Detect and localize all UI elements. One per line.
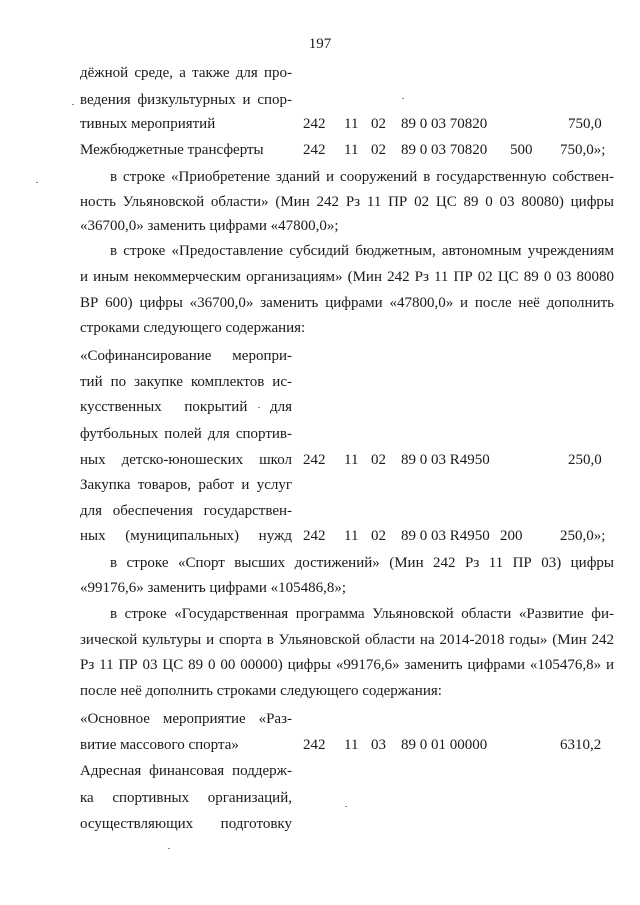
paragraph-line: и иным некоммерческим организациям» (Мин 242 Рз 11 ПР 02 ЦС 89 0 03 80080: [80, 269, 614, 285]
paragraph-line: зической культуры и спорта в Ульяновской области на 2014-2018 годы» (Мин 242: [80, 632, 614, 648]
rz-code: 11: [344, 452, 359, 468]
cs-code: 89 0 03 70820: [401, 142, 488, 158]
paragraph-line: в строке «Предоставление субсидий бюджетным, автономным учреждениям: [110, 243, 614, 259]
paragraph-line: в строке «Приобретение зданий и сооружений в государственную собствен-: [110, 169, 614, 185]
pr-code: 02: [371, 528, 386, 544]
scan-speck: [168, 848, 170, 849]
page-number: 197: [308, 36, 332, 52]
pr-code: 03: [371, 737, 386, 753]
sum-value: 250,0»;: [560, 528, 606, 544]
pr-code: 02: [371, 116, 386, 132]
table-row-label-line: Адресная финансовая поддерж-: [80, 763, 292, 779]
vr-code: 200: [500, 528, 523, 544]
sum-value: 6310,2: [560, 737, 602, 753]
scan-speck: [72, 104, 74, 105]
scan-speck: [36, 182, 38, 183]
pr-code: 02: [371, 142, 386, 158]
paragraph-line: строками следующего содержания:: [80, 320, 306, 336]
table-row-label-line: Закупка товаров, работ и услуг: [80, 477, 292, 493]
table-row-label-line: витие массового спорта»: [80, 737, 239, 753]
scan-speck: [402, 98, 404, 99]
cs-code: 89 0 03 R4950: [401, 528, 490, 544]
paragraph-line: «36700,0» заменить цифрами «47800,0»;: [80, 218, 339, 234]
paragraph-line: ВР 600) цифры «36700,0» заменить цифрами «47800,0» и после неё дополнить: [80, 295, 614, 311]
min-code: 242: [303, 116, 326, 132]
table-row-label-line: футбольных полей для спортив-: [80, 426, 292, 442]
table-row-label-line: ных (муниципальных) нужд: [80, 528, 292, 544]
rz-code: 11: [344, 142, 359, 158]
paragraph-line: в строке «Спорт высших достижений» (Мин 242 Рз 11 ПР 03) цифры: [110, 555, 614, 571]
cs-code: 89 0 03 70820: [401, 116, 488, 132]
sum-value: 750,0»;: [560, 142, 606, 158]
table-row-label-line: осуществляющих подготовку: [80, 816, 292, 832]
sum-value: 750,0: [568, 116, 602, 132]
paragraph-line: ность Ульяновской области» (Мин 242 Рз 11 ПР 02 ЦС 89 0 03 80080) цифры: [80, 194, 614, 210]
table-row-label-line: ных детско-юношеских школ: [80, 452, 292, 468]
scan-speck: [345, 806, 347, 807]
table-row-label-line: «Софинансирование меропри-: [80, 348, 292, 364]
paragraph-line: в строке «Государственная программа Ульяновской области «Развитие фи-: [110, 606, 614, 622]
table-row-label-line: Межбюджетные трансферты: [80, 142, 264, 158]
table-row-label-line: ка спортивных организаций,: [80, 790, 292, 806]
min-code: 242: [303, 737, 326, 753]
pr-code: 02: [371, 452, 386, 468]
table-row-label-line: тивных мероприятий: [80, 116, 216, 132]
table-row-label-line: дёжной среде, а также для про-: [80, 65, 292, 81]
cs-code: 89 0 03 R4950: [401, 452, 490, 468]
rz-code: 11: [344, 737, 359, 753]
min-code: 242: [303, 528, 326, 544]
table-row-label-line: кусственных покрытий для: [80, 399, 292, 415]
cs-code: 89 0 01 00000: [401, 737, 488, 753]
sum-value: 250,0: [568, 452, 602, 468]
paragraph-line: «99176,6» заменить цифрами «105486,8»;: [80, 580, 347, 596]
min-code: 242: [303, 142, 326, 158]
min-code: 242: [303, 452, 326, 468]
table-row-label-line: ведения физкультурных и спор-: [80, 92, 292, 108]
paragraph-line: после неё дополнить строками следующего содержания:: [80, 683, 442, 699]
rz-code: 11: [344, 528, 359, 544]
table-row-label-line: тий по закупке комплектов ис-: [80, 374, 292, 390]
vr-code: 500: [510, 142, 533, 158]
table-row-label-line: для обеспечения государствен-: [80, 503, 292, 519]
rz-code: 11: [344, 116, 359, 132]
table-row-label-line: «Основное мероприятие «Раз-: [80, 711, 292, 727]
paragraph-line: Рз 11 ПР 03 ЦС 89 0 00 00000) цифры «99176,6» заменить цифрами «105476,8» и: [80, 657, 614, 673]
